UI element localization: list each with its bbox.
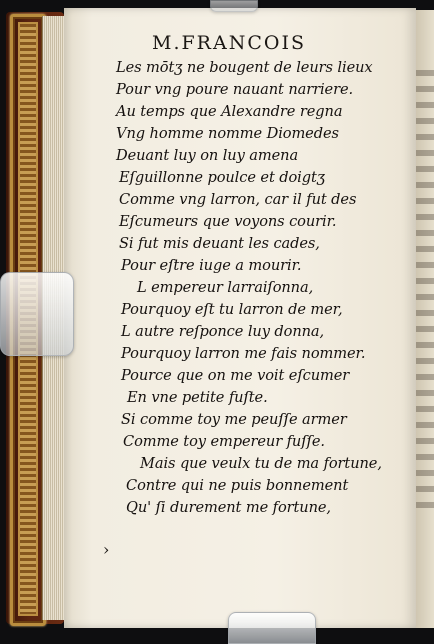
verse-line: Pource que on me voit eſcumer: [121, 367, 350, 384]
verse-line: Vng homme nomme Diomedes: [116, 125, 339, 142]
plastic-page-clip-bottom: [228, 612, 316, 644]
verse-line: Qu' ſi durement me fortune,: [126, 499, 331, 516]
verse-line: Eſcumeurs que voyons courir.: [119, 213, 337, 230]
verse-line: Pourquoy eſt tu larron de mer,: [121, 301, 343, 318]
verse-line: Comme vng larron, car il fut des: [119, 191, 357, 208]
verse-line: Eſguillonne poulce et doigtʒ: [119, 169, 325, 186]
verse-line: Mais que veulx tu de ma fortune,: [140, 455, 382, 472]
verse-line: En vne petite fuſte.: [127, 389, 268, 406]
plastic-page-clip-top: [210, 0, 258, 12]
book-page: [64, 8, 416, 628]
verse-line: Comme toy empereur fuſſe.: [123, 433, 325, 450]
end-mark: ›: [103, 540, 110, 559]
verse-line: L autre reſponce luy donna,: [121, 323, 325, 340]
plastic-page-clip-left: [0, 272, 74, 356]
verse-line: Pour eſtre iuge a mourir.: [121, 257, 302, 274]
verse-line: Deuant luy on luy amena: [116, 147, 299, 164]
verse-line: Pourquoy larron me fais nommer.: [121, 345, 366, 362]
verse-line: Si comme toy me peuſſe armer: [121, 411, 347, 428]
verse-line: Si fut mis deuant les cades,: [119, 235, 320, 252]
verse-line: L empereur larraiſonna,: [137, 279, 314, 296]
verse-line: Pour vng poure nauant narriere.: [116, 81, 354, 98]
verse-line: Les mōtʒ ne bougent de leurs lieux: [116, 59, 373, 76]
verse-line: Contre qui ne puis bonnement: [126, 477, 349, 494]
facing-page-text-fragments: [416, 70, 434, 510]
facing-page-edge: [416, 10, 434, 628]
running-head: M.FRANCOIS: [152, 32, 306, 54]
verse-line: Au temps que Alexandre regna: [116, 103, 343, 120]
